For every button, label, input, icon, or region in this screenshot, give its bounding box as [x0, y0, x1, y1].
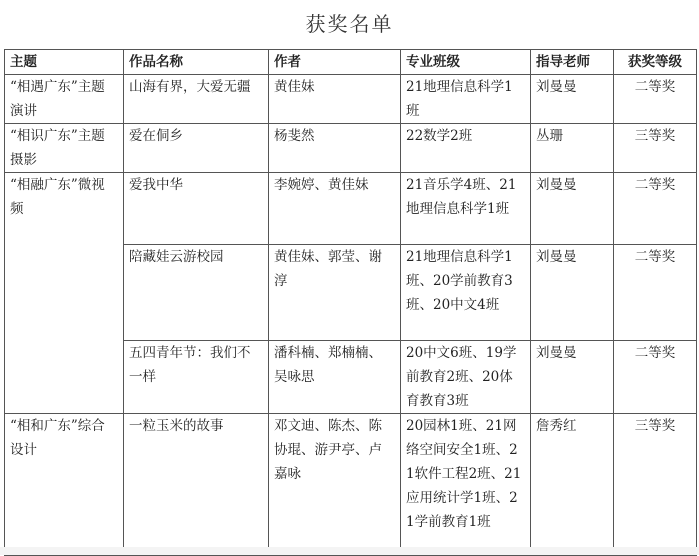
- column-header-work: 作品名称: [124, 50, 269, 75]
- major-cell: 22数学2班: [401, 124, 531, 173]
- column-header-major: 专业班级: [401, 50, 531, 75]
- work-cell: 一粒玉米的故事: [124, 414, 269, 556]
- author-cell: 李婉婷、黄佳妹: [269, 173, 401, 245]
- teacher-cell: 刘曼曼: [531, 173, 614, 245]
- work-cell: 爱我中华: [124, 173, 269, 245]
- author-cell: 杨斐然: [269, 124, 401, 173]
- teacher-cell: 丛珊: [531, 124, 614, 173]
- table-row: [5, 124, 697, 173]
- major-cell: 21地理信息科学1班、20学前教育3班、20中文4班: [401, 245, 531, 341]
- table-row: [5, 414, 697, 556]
- work-cell: 山海有界，大爱无疆: [124, 75, 269, 124]
- column-header-author: 作者: [269, 50, 401, 75]
- teacher-cell: 刘曼曼: [531, 245, 614, 341]
- major-cell: 21地理信息科学1班: [401, 75, 531, 124]
- work-cell: 五四青年节：我们不一样: [124, 341, 269, 414]
- theme-cell: “相和广东”综合设计: [5, 414, 124, 556]
- table-header-row: [5, 50, 697, 75]
- major-cell: 21音乐学4班、21地理信息科学1班: [401, 173, 531, 245]
- page-title: 获奖名单: [305, 12, 394, 36]
- theme-cell: “相融广东”微视频: [5, 173, 124, 414]
- teacher-cell: 詹秀红: [531, 414, 614, 556]
- column-header-level: 获奖等级: [614, 50, 697, 75]
- level-cell: 三等奖: [614, 124, 697, 173]
- author-cell: 邓文迪、陈杰、陈协琨、游尹亭、卢嘉咏: [269, 414, 401, 556]
- teacher-cell: 刘曼曼: [531, 75, 614, 124]
- level-cell: 二等奖: [614, 173, 697, 245]
- table-row: [5, 75, 697, 124]
- major-cell: 20园林1班、21网络空间安全1班、21软件工程2班、21应用统计学1班、21学前教育1班: [401, 414, 531, 556]
- column-header-teacher: 指导老师: [531, 50, 614, 75]
- level-cell: 二等奖: [614, 75, 697, 124]
- work-cell: 爱在侗乡: [124, 124, 269, 173]
- column-header-theme: 主题: [5, 50, 124, 75]
- page-bottom-edge: [0, 547, 699, 555]
- theme-cell: “相遇广东”主题演讲: [5, 75, 124, 124]
- work-cell: 陪藏娃云游校园: [124, 245, 269, 341]
- table-row: [5, 173, 697, 245]
- author-cell: 黄佳妹、郭莹、谢淳: [269, 245, 401, 341]
- teacher-cell: 刘曼曼: [531, 341, 614, 414]
- level-cell: 二等奖: [614, 341, 697, 414]
- level-cell: 二等奖: [614, 245, 697, 341]
- theme-cell: “相识广东”主题摄影: [5, 124, 124, 173]
- author-cell: 黄佳妹: [269, 75, 401, 124]
- author-cell: 潘科楠、郑楠楠、吴咏思: [269, 341, 401, 414]
- major-cell: 20中文6班、19学前教育2班、20体育教育3班: [401, 341, 531, 414]
- level-cell: 三等奖: [614, 414, 697, 556]
- awards-table: [4, 49, 697, 556]
